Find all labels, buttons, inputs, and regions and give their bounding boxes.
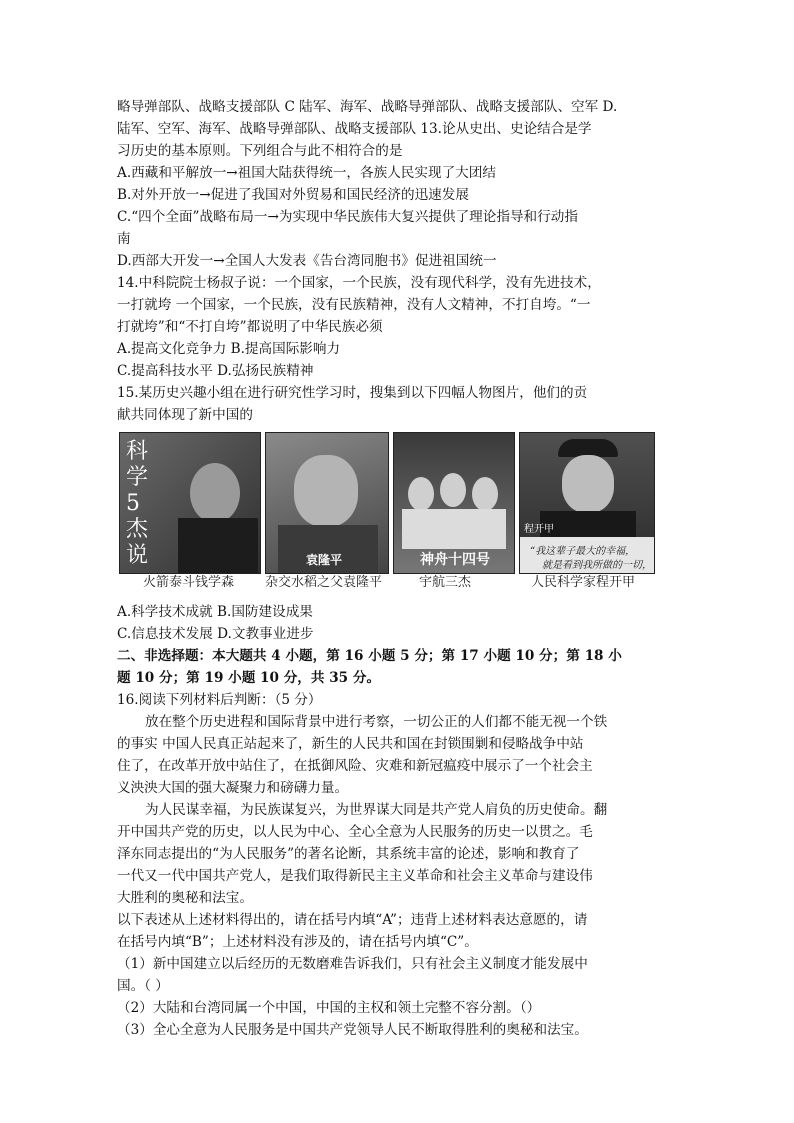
instructions: 以下表述从上述材料得出的，请在括号内填“A”；违背上述材料表达意愿的，请: [117, 912, 588, 928]
material-paragraph: 住了，在改革开放中站住了，在抵御风险、灾难和新冠瘟疫中展示了一个社会主: [117, 758, 593, 774]
material-paragraph: 泽东同志提出的“为人民服务”的著名论断，其系统丰富的论述，影响和教育了: [117, 846, 580, 862]
material-paragraph: 放在整个历史进程和国际背景中进行考察，一切公正的人们都不能无视一个铁: [145, 714, 608, 730]
photo-caption: 火箭泰斗钱学森: [143, 575, 235, 590]
photo-strip: [117, 430, 687, 595]
question-15-cont: 献共同体现了新中国的: [117, 407, 253, 423]
material-paragraph: 开中国共产党的历史，以人民为中心、全心全意为人民服务的历史一以贯之。毛: [117, 824, 593, 840]
judgement-item: （3）全心全意为人民服务是中国共产党领导人民不断取得胜利的奥秘和法宝。: [117, 1022, 588, 1038]
judgement-item: 国。（ ）: [117, 978, 169, 994]
option-d: D.西部大开发一→全国人大发表《告台湾同胞书》促进祖国统一: [117, 253, 497, 269]
photo-title-overlay: 科学5杰说: [126, 439, 149, 568]
material-paragraph: 的事实 中国人民真正站起来了，新生的人民共和国在封锁围剿和侵略战争中站: [117, 736, 584, 752]
document-page: [117, 96, 687, 1041]
photo-name-overlay: 袁隆平: [306, 553, 343, 567]
photo-qian-xuesen: [119, 432, 261, 574]
material-paragraph: 一代又一代中国共产党人，是我们取得新民主主义革命和社会主义革命与建设伟: [117, 868, 593, 884]
text-line: 习历史的基本原则。下列组合与此不相符合的是: [117, 143, 403, 159]
judgement-item: （1）新中国建立以后经历的无数磨难告诉我们，只有社会主义制度才能发展中: [117, 956, 588, 972]
option-c: C.“四个全面”战略布局一→为实现中华民族伟大复兴提供了理论指导和行动指: [117, 209, 578, 225]
photo-mission-overlay: 神舟十四号: [420, 552, 490, 568]
question-14: 14.中科院院士杨叔子说：一个国家，一个民族，没有现代科学，没有先进技术，: [117, 275, 601, 291]
material-paragraph: 为人民谋幸福，为民族谋复兴，为世界谋大同是共产党人肩负的历史使命。翻: [145, 802, 608, 818]
photo-caption: 人民科学家程开甲: [531, 575, 636, 590]
photo-quote-line-1: “我这辈子最大的幸福，: [530, 546, 636, 557]
text-line: 陆军、空军、海军、战略导弹部队、战略支援部队 13.论从史出、史论结合是学: [117, 121, 592, 137]
material-paragraph: 大胜利的奥秘和法宝。: [117, 890, 253, 906]
option-b: B.对外开放一→促进了我国对外贸易和国民经济的迅速发展: [117, 187, 469, 203]
photo-caption: 杂交水稻之父袁隆平: [265, 575, 383, 590]
options-15-cd: C.信息技术发展 D.文教事业进步: [117, 626, 314, 642]
photo-yuan-longping: [265, 432, 389, 574]
question-16: 16.阅读下列材料后判断：（5 分）: [117, 692, 322, 708]
material-paragraph: 义泱泱大国的强大凝聚力和磅礴力量。: [117, 780, 349, 796]
photo-shenzhou: [393, 432, 515, 574]
options-14-cd: C.提高科技水平 D.弘扬民族精神: [117, 363, 314, 379]
text-line: 略导弹部队、战略支援部队 C 陆军、海军、战略导弹部队、战略支援部队、空军 D.: [117, 99, 618, 115]
photo-caption: 宇航三杰: [419, 575, 472, 590]
judgement-item: （2）大陆和台湾同属一个中国，中国的主权和领土完整不容分割。（）: [117, 1000, 541, 1016]
instructions: 在括号内填“B”；上述材料没有涉及的，请在括号内填“C”。: [117, 934, 478, 950]
option-a: A.西藏和平解放一→祖国大陆获得统一，各族人民实现了大团结: [117, 165, 496, 181]
photo-cheng-kaijia: [519, 432, 655, 574]
question-15: 15.某历史兴趣小组在进行研究性学习时，搜集到以下四幅人物图片，他们的贡: [117, 385, 588, 401]
section-title: 二、非选择题：本大题共 4 小题，第 16 小题 5 分；第 17 小题 10 分；第 18 小: [117, 648, 622, 664]
options-15-ab: A.科学技术成就 B.国防建设成果: [117, 604, 313, 620]
question-14-cont: 打就垮”和“不打自垮”都说明了中华民族必须: [117, 319, 383, 335]
photo-quote-line-2: 就是看到我所做的一切，: [542, 560, 652, 571]
question-14-cont: 一打就垮 一个国家，一个民族，没有民族精神，没有人文精神，不打自垮。“一: [117, 297, 591, 313]
photo-name-overlay: 程开甲: [524, 524, 554, 535]
option-c-cont: 南: [117, 231, 131, 247]
section-title-cont: 题 10 分；第 19 小题 10 分，共 35 分。: [117, 670, 381, 686]
options-14-ab: A.提高文化竞争力 B.提高国际影响力: [117, 341, 341, 357]
